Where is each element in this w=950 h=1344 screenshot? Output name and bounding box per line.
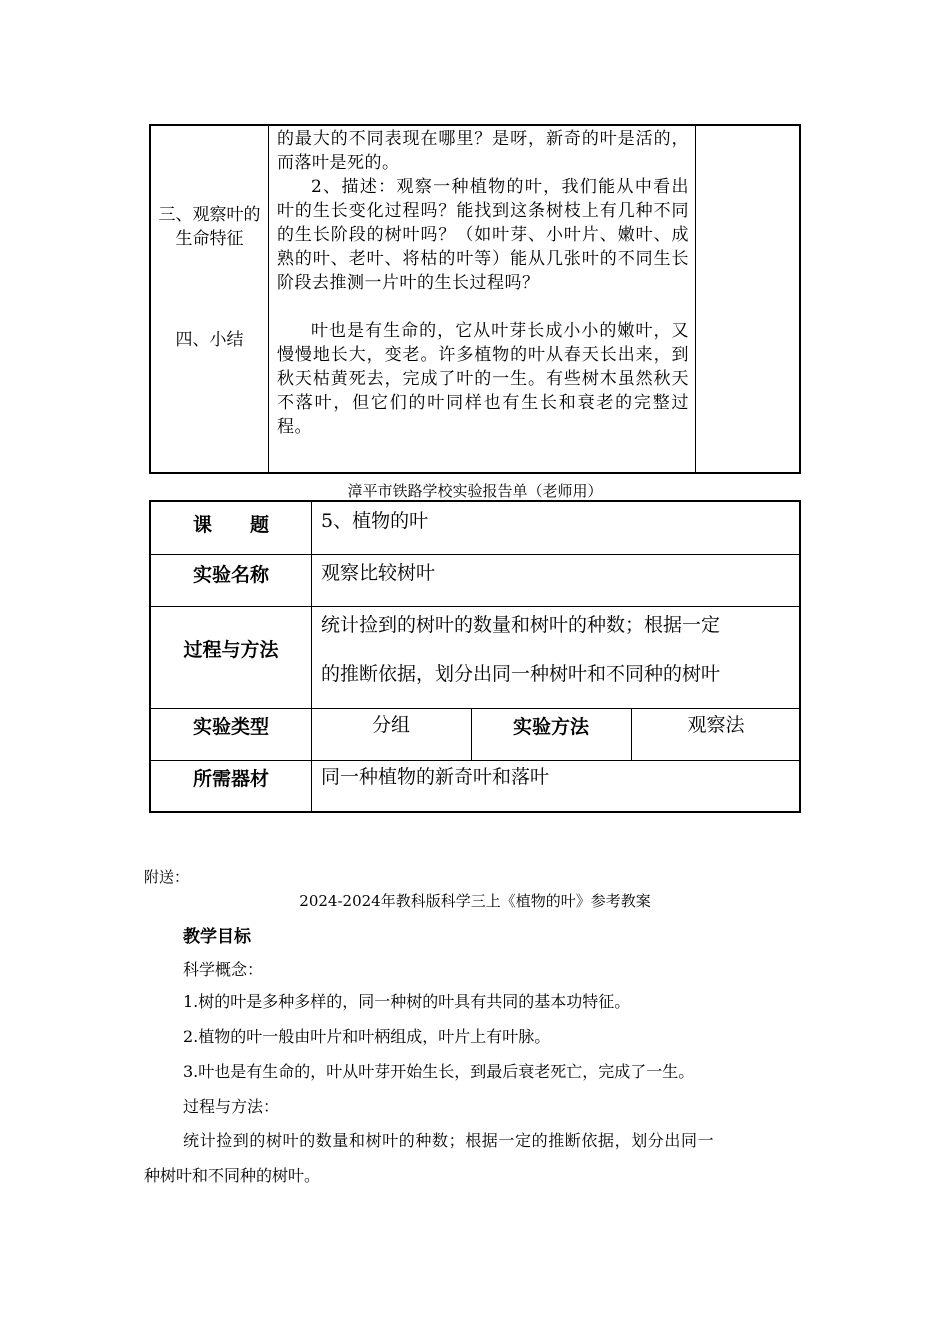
experiment-method-value: 观察法 (687, 714, 745, 736)
process-value-line1: 统计捡到的树叶的数量和树叶的种数；根据一定 (321, 614, 721, 636)
process-paragraph: 2、描述：观察一种植物的叶，我们能从中看出叶的生长变化过程吗？能找到这条树枝上有几种不同的生长阶段的树叶吗？（如叶芽、小叶片、嫩叶、成熟的叶、老叶、将枯的叶等）能从几张叶的不同生长阶段去推测一片叶的生长过程吗？ (277, 177, 689, 293)
experiment-method-label: 实验方法 (512, 716, 589, 738)
concept-item: 3.叶也是有生命的，叶从叶芽开始生长，到最后衰老死亡，完成了一生。 (183, 1062, 695, 1081)
lesson-table (149, 124, 801, 474)
appendix-title: 2024-2024年教科版科学三上《植物的叶》参考教案 (299, 892, 651, 910)
process-value-line2: 的推断依据，划分出同一种树叶和不同种的树叶 (321, 663, 721, 685)
appendix-label: 附送： (144, 868, 190, 886)
concept-item: 1.树的叶是多种多样的，同一种树的叶具有共同的基本功特征。 (183, 992, 631, 1011)
materials-value: 同一种植物的新奇叶和落叶 (321, 766, 550, 788)
concept-heading: 科学概念： (183, 960, 264, 979)
process-text (277, 127, 689, 439)
row-divider (151, 708, 799, 709)
method-text-line1: 统计捡到的树叶的数量和树叶的种数；根据一定的推断依据，划分出同一 (183, 1131, 715, 1150)
report-caption: 漳平市铁路学校实验报告单（老师用） (347, 482, 603, 500)
concept-item: 2.植物的叶一般由叶片和叶柄组成，叶片上有叶脉。 (183, 1027, 551, 1046)
row-divider (151, 554, 799, 555)
process-label: 过程与方法 (183, 639, 279, 661)
experiment-type-label: 实验类型 (192, 716, 269, 738)
experiment-name-value: 观察比较树叶 (321, 562, 436, 584)
column-divider (311, 502, 312, 811)
method-text-line2: 种树叶和不同种的树叶。 (144, 1166, 321, 1185)
experiment-name-label: 实验名称 (192, 564, 269, 586)
section-label-summary: 四、小结 (175, 330, 244, 350)
method-heading: 过程与方法： (183, 1097, 280, 1116)
row-divider (151, 760, 799, 761)
column-divider (268, 126, 269, 472)
experiment-type-value: 分组 (371, 714, 410, 736)
topic-label: 课 题 (192, 514, 269, 536)
process-paragraph: 的最大的不同表现在哪里？是呀，新奇的叶是活的，而落叶是死的。 (277, 129, 689, 173)
row-divider (151, 606, 799, 607)
topic-value: 5、植物的叶 (321, 510, 429, 532)
section-label-observe: 三、观察叶的生命特征 (158, 205, 261, 249)
materials-label: 所需器材 (192, 768, 269, 790)
column-divider (695, 126, 696, 472)
summary-paragraph: 叶也是有生命的，它从叶芽长成小小的嫩叶，又慢慢地长大，变老。许多植物的叶从春天长出来，到秋天枯黄死去，完成了叶的一生。有些树木虽然秋天不落叶，但它们的叶同样也有生长和衰老的完整过程。 (277, 321, 689, 437)
report-table (149, 500, 801, 813)
goal-heading: 教学目标 (183, 927, 251, 947)
